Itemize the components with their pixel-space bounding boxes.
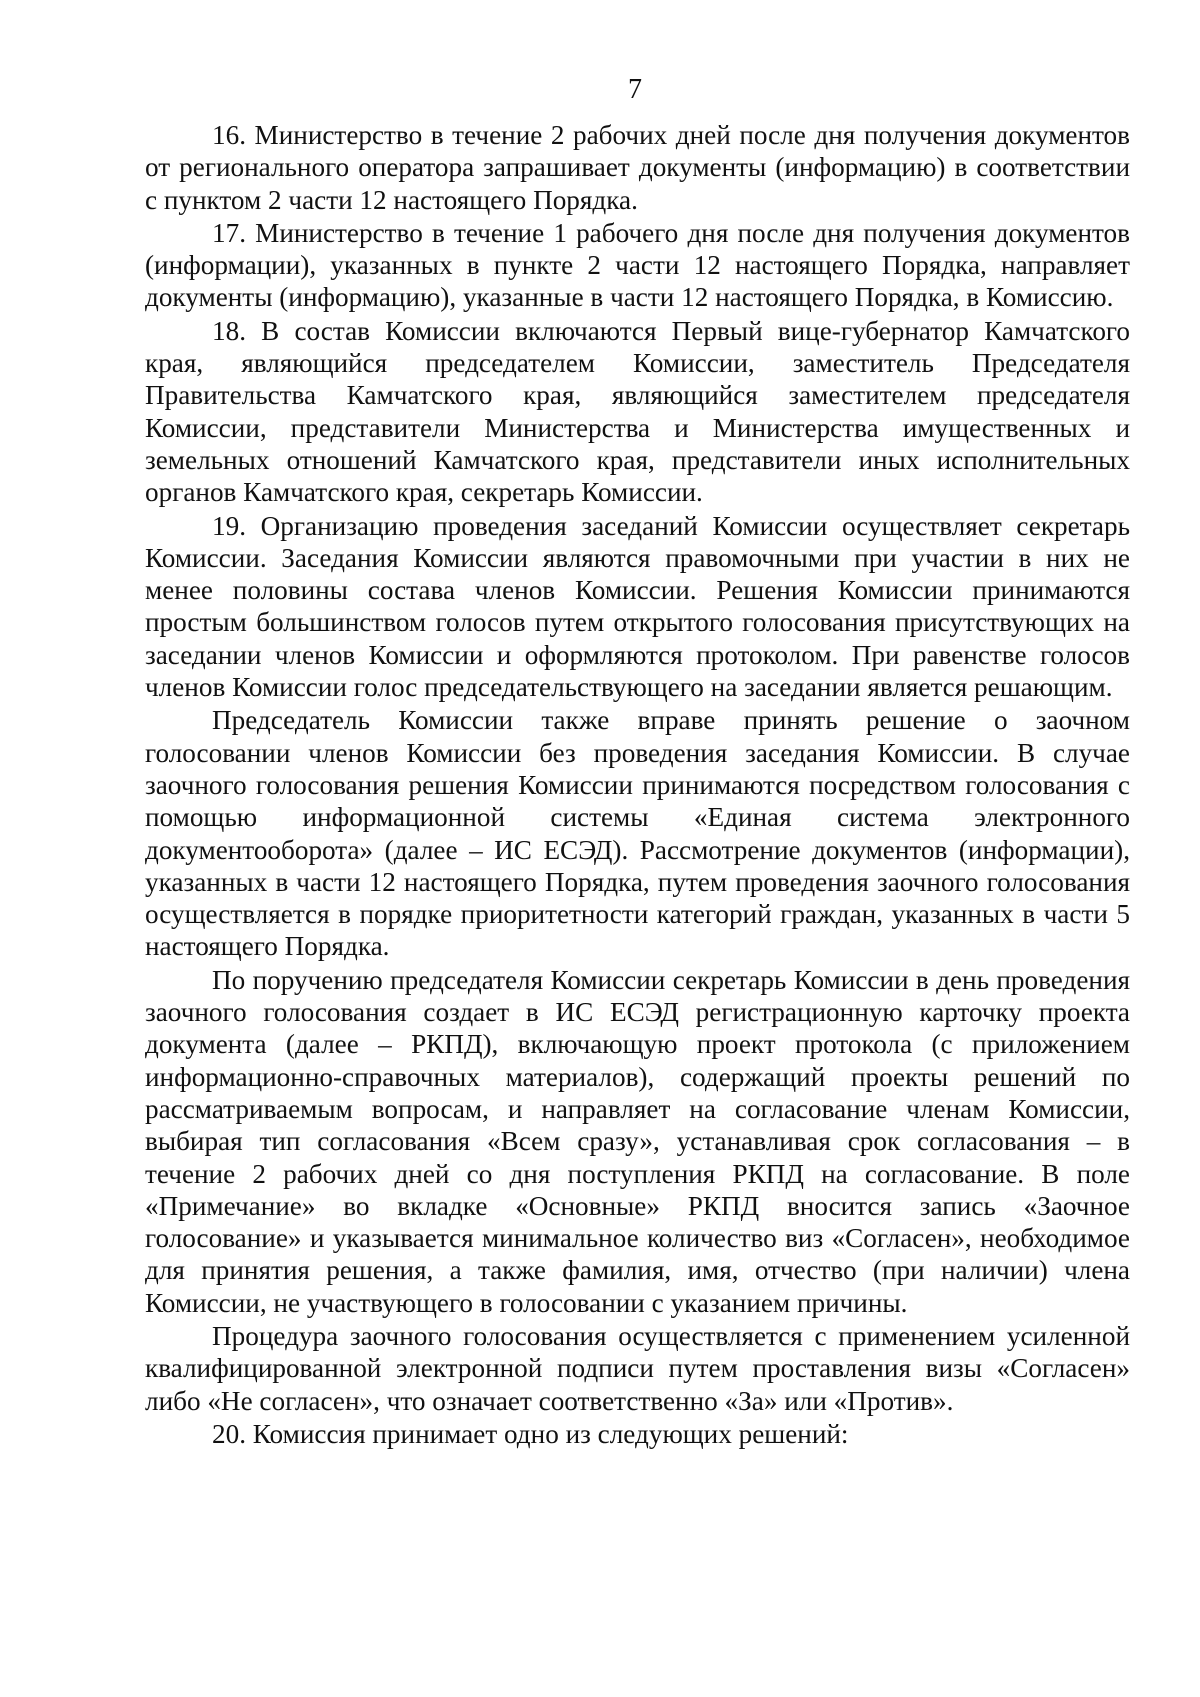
- paragraph-20: 20. Комиссия принимает одно из следующих решений:: [212, 1418, 849, 1449]
- paragraph-19-secretary-procedure: По поручению председателя Комиссии секретарь Комиссии в день проведения заочного голосования создает в ИС ЕСЭД регистрационную карточку проекта документа (далее – РКПД), включающую проект протокола (с приложением информационно-справочных материалов), содержащий проекты решений по рассматриваемым вопросам, и направляет на согласование членам Комиссии, выбирая тип согласования «Всем сразу», устанавливая срок согласования – в течение 2 рабочих дней со дня поступления РКПД на согласование. В поле «Примечание» во вкладке «Основные» РКПД вносится запись «Заочное голосование» и указывается минимальное количество виз «Согласен», необходимое для принятия решения, а также фамилия, имя, отчество (при наличии) члена Комиссии, не участвующего в голосовании с указанием причины.: [145, 964, 1130, 1318]
- document-body: [145, 119, 1130, 1451]
- paragraph-19: 19. Организацию проведения заседаний Комиссии осуществляет секретарь Комиссии. Заседания Комиссии являются правомочными при участии в них не менее половины состава членов Комиссии. Решения Комиссии принимаются простым большинством голосов путем открытого голосования присутствующих на заседании членов Комиссии и оформляются протоколом. При равенстве голосов членов Комиссии голос председательствующего на заседании является решающим.: [145, 510, 1130, 703]
- paragraph-19-absentee-voting: Председатель Комиссии также вправе принять решение о заочном голосовании членов Комиссии без проведения заседания Комиссии. В случае заочного голосования решения Комиссии принимаются посредством голосования с помощью информационной системы «Единая система электронного документооборота» (далее – ИС ЕСЭД). Рассмотрение документов (информации), указанных в части 12 настоящего Порядка, путем проведения заочного голосования осуществляется в порядке приоритетности категорий граждан, указанных в части 5 настоящего Порядка.: [145, 705, 1130, 962]
- paragraph-16: 16. Министерство в течение 2 рабочих дней после дня получения документов от регионального оператора запрашивает документы (информацию) в соответствии с пунктом 2 части 12 настоящего Порядка.: [145, 120, 1130, 215]
- paragraph-19-signature-procedure: Процедура заочного голосования осуществляется с применением усиленной квалифицированной электронной подписи путем проставления визы «Согласен» либо «Не согласен», что означает соответственно «За» или «Против».: [145, 1320, 1130, 1416]
- paragraph-18: 18. В состав Комиссии включаются Первый вице-губернатор Камчатского края, являющийся председателем Комиссии, заместитель Председателя Правительства Камчатского края, являющийся заместителем председателя Комиссии, представители Министерства и Министерства имущественных и земельных отношений Камчатского края, представители иных исполнительных органов Камчатского края, секретарь Комиссии.: [145, 315, 1130, 508]
- paragraph-17: 17. Министерство в течение 1 рабочего дня после дня получения документов (информации), указанных в пункте 2 части 12 настоящего Порядка, направляет документы (информацию), указанные в части 12 настоящего Порядка, в Комиссию.: [145, 217, 1130, 313]
- page-number: 7: [628, 74, 642, 105]
